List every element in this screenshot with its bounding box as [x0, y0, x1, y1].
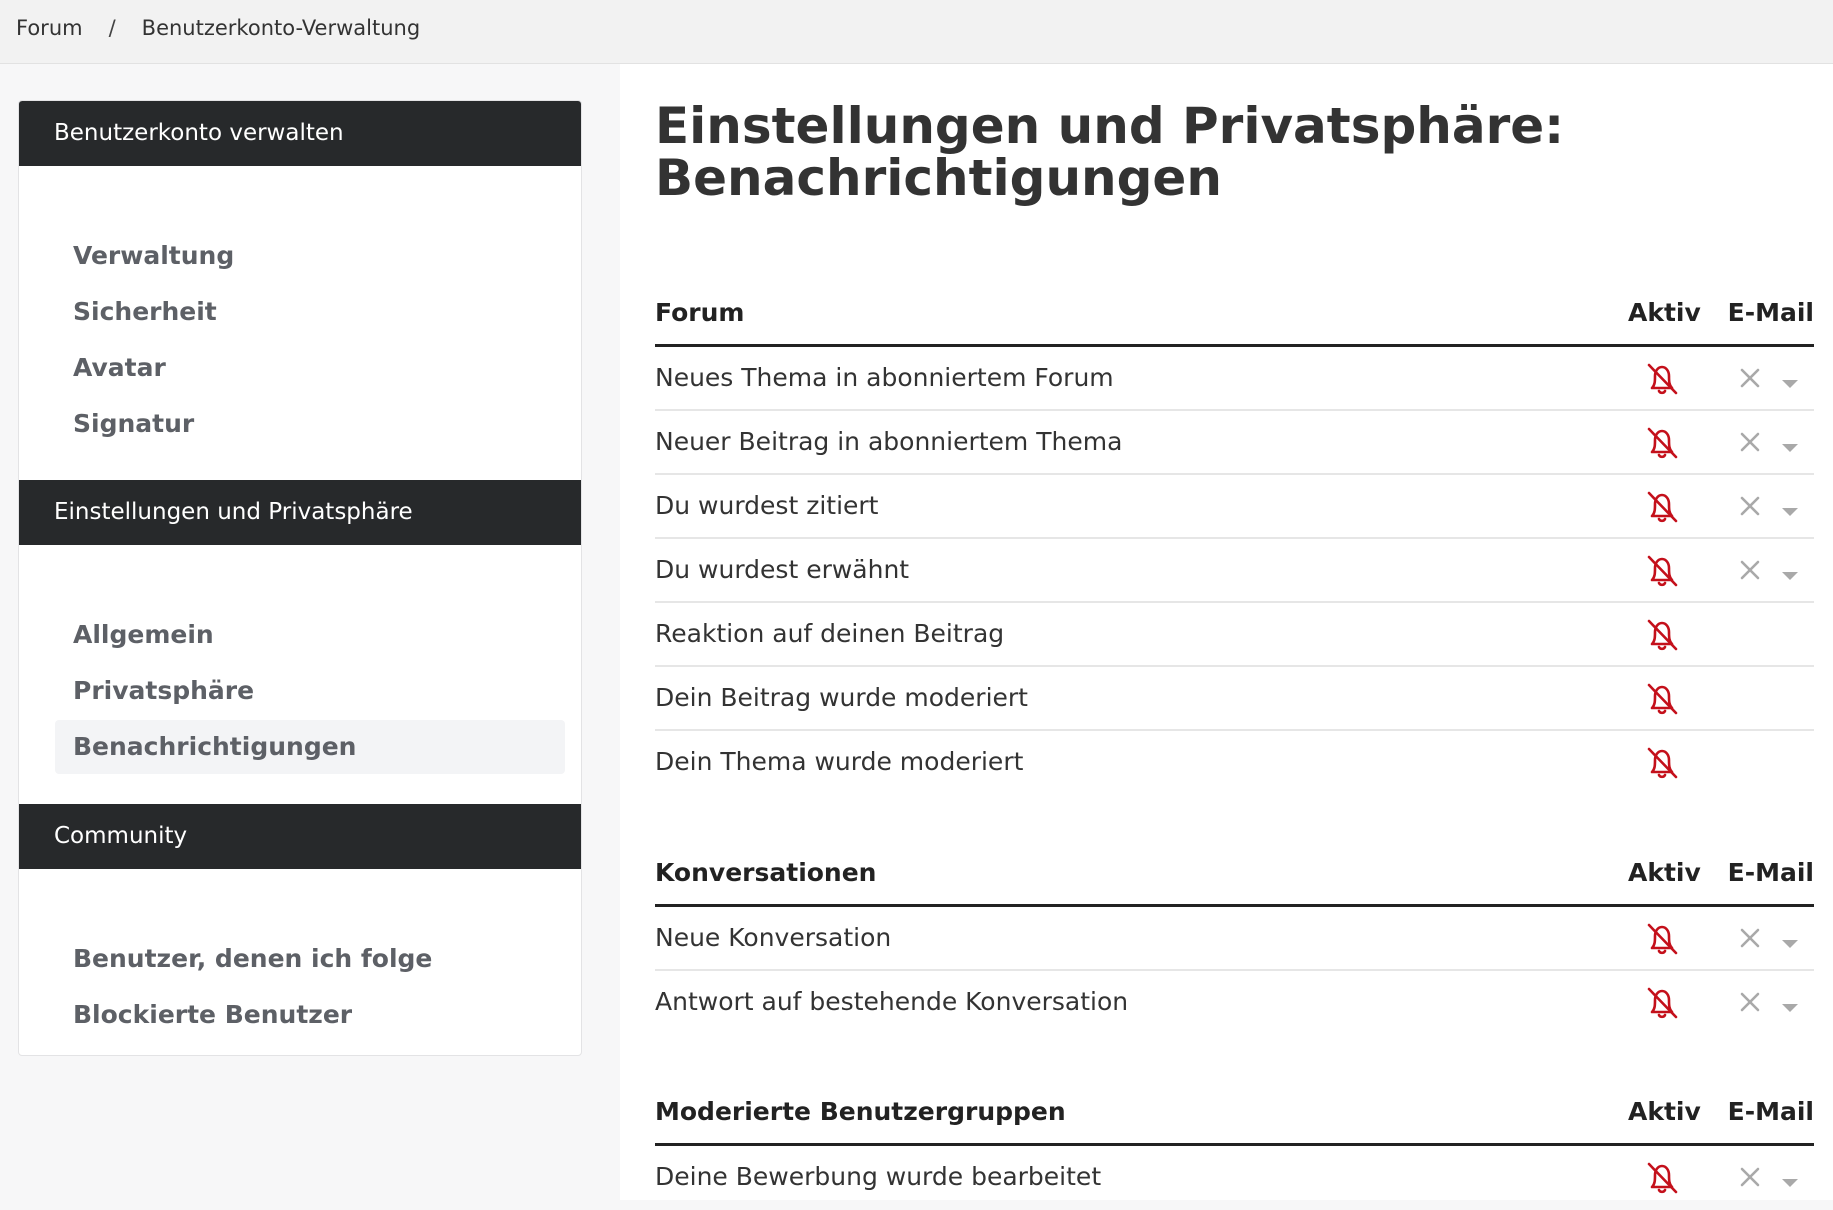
breadcrumb: [16, 16, 420, 40]
caret-down-icon[interactable]: [1781, 438, 1799, 448]
x-icon[interactable]: [1738, 366, 1762, 390]
bell-slash-icon[interactable]: [1640, 1159, 1684, 1197]
caret-down-icon[interactable]: [1781, 502, 1799, 512]
column-header-active: Aktiv: [1628, 1097, 1701, 1126]
notification-label: Dein Thema wurde moderiert: [655, 747, 1024, 776]
column-header-email: E-Mail: [1727, 1097, 1814, 1126]
section-title: Moderierte Benutzergruppen: [655, 1097, 1066, 1126]
section-header: [655, 1083, 1814, 1146]
x-icon[interactable]: [1738, 494, 1762, 518]
section-rows: [655, 347, 1814, 795]
x-icon[interactable]: [1738, 430, 1762, 454]
sidebar-item-privatsphaere[interactable]: Privatsphäre: [73, 676, 255, 705]
notification-row: [655, 411, 1814, 475]
notification-label: Reaktion auf deinen Beitrag: [655, 619, 1005, 648]
bell-slash-icon[interactable]: [1640, 744, 1684, 782]
notification-row: [655, 667, 1814, 731]
column-header-email: E-Mail: [1727, 858, 1814, 887]
sidebar-group-title-community: Community: [18, 804, 582, 869]
bell-slash-icon[interactable]: [1640, 360, 1684, 398]
notification-row: [655, 539, 1814, 603]
bell-slash-icon[interactable]: [1640, 680, 1684, 718]
bell-slash-icon[interactable]: [1640, 920, 1684, 958]
section-moderated-groups: [655, 1083, 1814, 1210]
notification-label: Neuer Beitrag in abonniertem Thema: [655, 427, 1123, 456]
bell-slash-icon[interactable]: [1640, 552, 1684, 590]
x-icon[interactable]: [1738, 926, 1762, 950]
sidebar-item-verwaltung[interactable]: Verwaltung: [73, 241, 235, 270]
bell-slash-icon[interactable]: [1640, 488, 1684, 526]
notification-row: [655, 1146, 1814, 1210]
section-conversations: [655, 844, 1814, 1035]
caret-down-icon[interactable]: [1781, 998, 1799, 1008]
sidebar-item-blocked[interactable]: Blockierte Benutzer: [73, 1000, 353, 1029]
notification-label: Neue Konversation: [655, 923, 892, 952]
sidebar-item-signatur[interactable]: Signatur: [73, 409, 195, 438]
section-title: Forum: [655, 298, 745, 327]
notification-row: [655, 475, 1814, 539]
caret-down-icon[interactable]: [1781, 934, 1799, 944]
notification-label: Deine Bewerbung wurde bearbeitet: [655, 1162, 1102, 1191]
sidebar-item-sicherheit[interactable]: Sicherheit: [73, 297, 217, 326]
notification-label: Du wurdest erwähnt: [655, 555, 910, 584]
sidebar-item-following[interactable]: Benutzer, denen ich folge: [73, 944, 433, 973]
caret-down-icon[interactable]: [1781, 1173, 1799, 1183]
notification-row: [655, 971, 1814, 1035]
sidebar-nav: [18, 100, 582, 1056]
section-rows: [655, 1146, 1814, 1210]
notification-label: Dein Beitrag wurde moderiert: [655, 683, 1028, 712]
notification-label: Du wurdest zitiert: [655, 491, 879, 520]
page-title-line-1: Einstellungen und Privatsphäre:: [655, 97, 1565, 155]
notification-label: Antwort auf bestehende Konversation: [655, 987, 1129, 1016]
section-rows: [655, 907, 1814, 1035]
bell-slash-icon[interactable]: [1640, 616, 1684, 654]
x-icon[interactable]: [1738, 1165, 1762, 1189]
bell-slash-icon[interactable]: [1640, 984, 1684, 1022]
column-header-active: Aktiv: [1628, 298, 1701, 327]
column-header-active: Aktiv: [1628, 858, 1701, 887]
section-header: [655, 284, 1814, 347]
page-title: [655, 97, 1795, 207]
bell-slash-icon[interactable]: [1640, 424, 1684, 462]
sidebar-group-title-settings: Einstellungen und Privatsphäre: [18, 480, 582, 545]
section-forum: [655, 284, 1814, 795]
column-header-email: E-Mail: [1727, 298, 1814, 327]
notification-row: [655, 907, 1814, 971]
sidebar-item-benachrichtigungen[interactable]: Benachrichtigungen: [55, 720, 565, 774]
section-title: Konversationen: [655, 858, 877, 887]
breadcrumb-account-link[interactable]: Benutzerkonto-Verwaltung: [141, 16, 421, 40]
main-content: [620, 64, 1833, 1200]
breadcrumb-forum-link[interactable]: Forum: [16, 16, 83, 40]
breadcrumb-separator: /: [108, 16, 116, 40]
caret-down-icon[interactable]: [1781, 566, 1799, 576]
caret-down-icon[interactable]: [1781, 374, 1799, 384]
section-header: [655, 844, 1814, 907]
notification-row: [655, 731, 1814, 795]
notification-row: [655, 603, 1814, 667]
sidebar-item-allgemein[interactable]: Allgemein: [73, 620, 214, 649]
sidebar-group-title-account: Benutzerkonto verwalten: [18, 101, 582, 166]
page-title-line-2: Benachrichtigungen: [655, 149, 1222, 207]
sidebar-item-avatar[interactable]: Avatar: [73, 353, 166, 382]
x-icon[interactable]: [1738, 558, 1762, 582]
notification-row: [655, 347, 1814, 411]
top-bar: [0, 0, 1833, 64]
notification-label: Neues Thema in abonniertem Forum: [655, 363, 1114, 392]
x-icon[interactable]: [1738, 990, 1762, 1014]
